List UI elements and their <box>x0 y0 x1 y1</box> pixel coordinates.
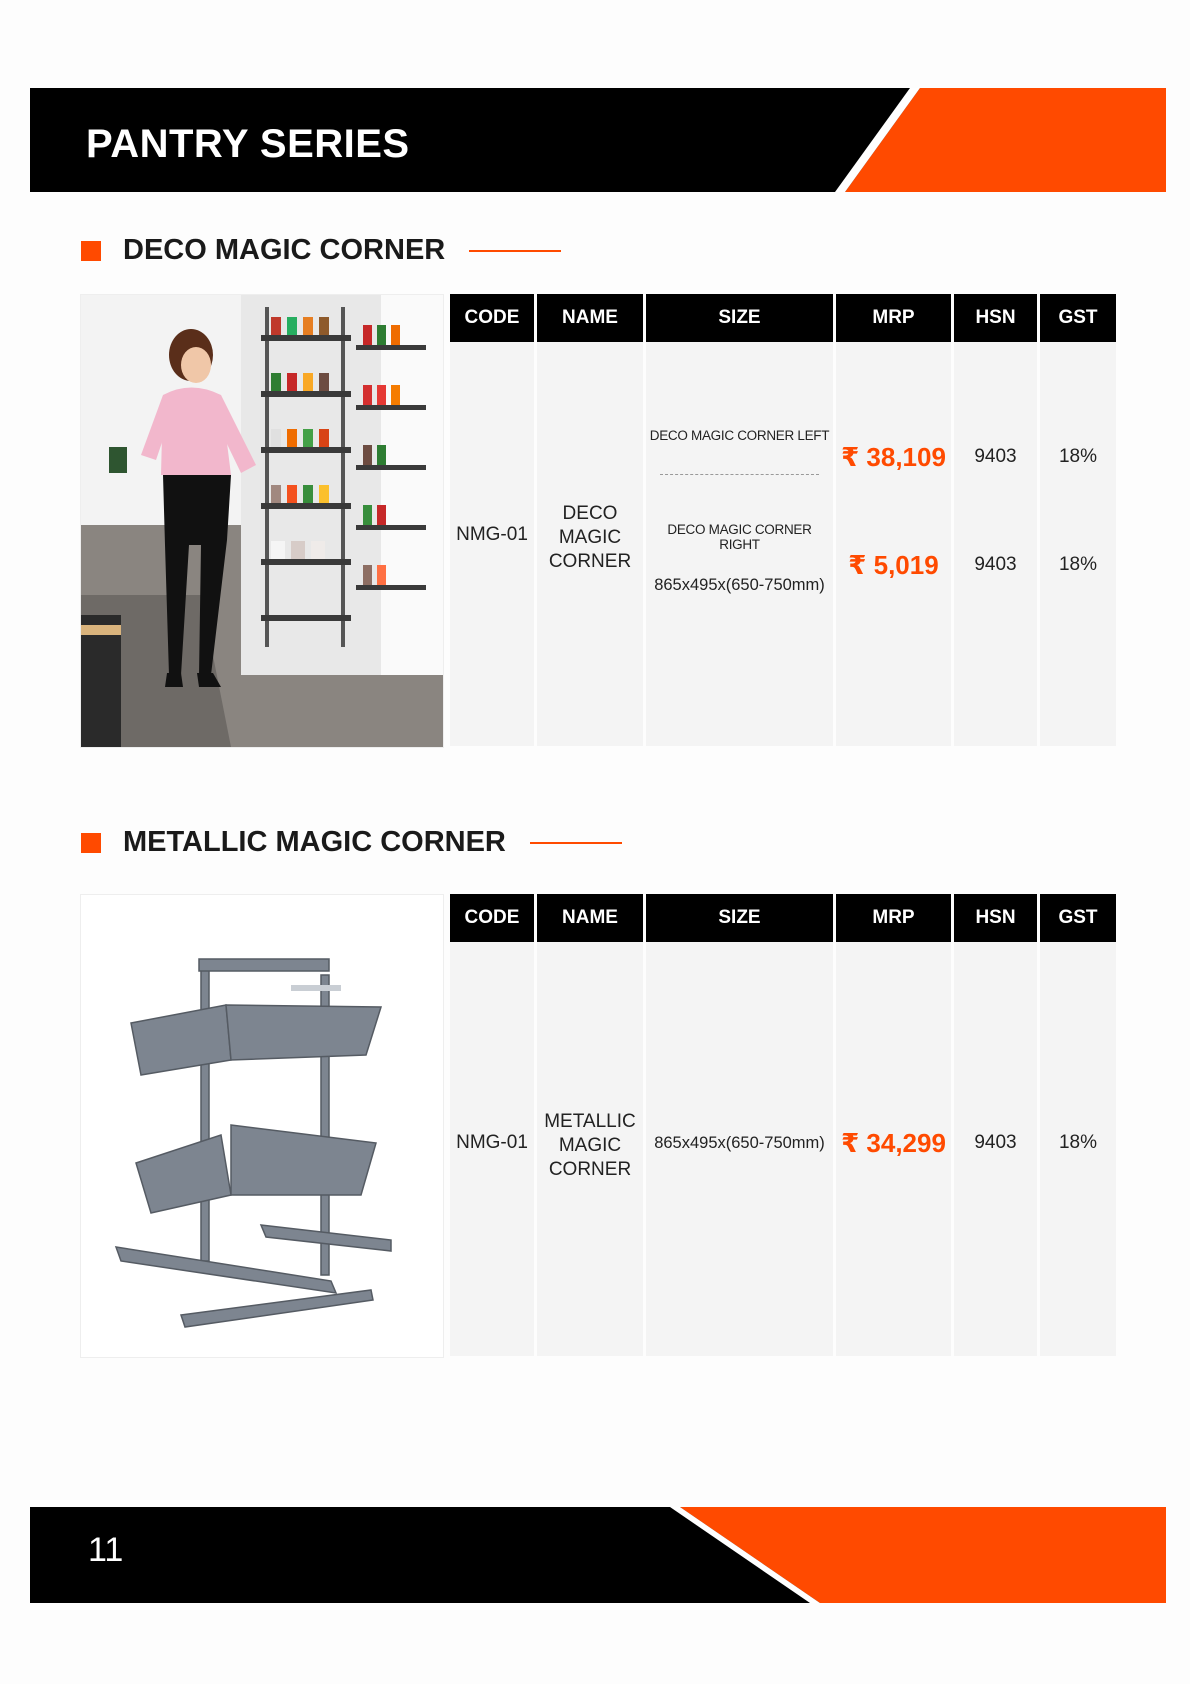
deco-magic-corner-photo <box>80 294 444 748</box>
bullet-square-icon <box>81 833 101 853</box>
hsn-right: 9403 <box>974 554 1017 575</box>
title-underline <box>530 842 622 844</box>
cell-gst <box>1040 942 1116 1356</box>
size-label-left: DECO MAGIC CORNER LEFT <box>649 428 830 443</box>
header-mrp: MRP <box>836 294 951 342</box>
bullet-square-icon <box>81 241 101 261</box>
deco-spec-table <box>450 294 1119 746</box>
table-row <box>450 342 1119 746</box>
metallic-magic-corner-photo <box>80 894 444 1358</box>
cell-code <box>450 342 534 746</box>
section-title-metallic <box>81 826 622 859</box>
code-value: NMG-01 <box>456 1132 528 1153</box>
header-code: CODE <box>450 894 534 942</box>
table-header-row <box>450 294 1119 342</box>
header-gst: GST <box>1040 294 1116 342</box>
footer-band-shape <box>30 1507 1166 1603</box>
size-label-right: DECO MAGIC CORNER RIGHT <box>667 522 812 552</box>
header-name: NAME <box>537 294 643 342</box>
cell-size <box>646 942 833 1356</box>
cell-mrp <box>836 342 951 746</box>
section-title-deco <box>81 234 561 267</box>
size-value: 865x495x(650-750mm) <box>654 576 825 594</box>
header-hsn: HSN <box>954 894 1037 942</box>
title-underline <box>469 250 561 252</box>
cell-gst <box>1040 342 1116 746</box>
cell-code <box>450 942 534 1356</box>
name-value: METALLIC MAGIC CORNER <box>544 1111 636 1180</box>
gst-left: 18% <box>1058 446 1098 467</box>
header-mrp: MRP <box>836 894 951 942</box>
mrp-right: ₹ 5,019 <box>848 550 939 580</box>
gst-right: 18% <box>1058 554 1098 575</box>
mrp-left: ₹ 38,109 <box>841 442 946 472</box>
metallic-spec-table <box>450 894 1119 1356</box>
size-value: 865x495x(650-750mm) <box>654 1134 825 1152</box>
cell-name <box>537 942 643 1356</box>
hsn-left: 9403 <box>974 446 1017 467</box>
section-heading: DECO MAGIC CORNER <box>123 234 446 266</box>
section-heading: METALLIC MAGIC CORNER <box>123 826 506 858</box>
page-number: 11 <box>88 1531 124 1569</box>
cell-mrp <box>836 942 951 1356</box>
code-value: NMG-01 <box>456 524 528 545</box>
cell-hsn <box>954 342 1037 746</box>
header-hsn: HSN <box>954 294 1037 342</box>
gst-value: 18% <box>1058 1132 1098 1153</box>
size-divider <box>660 474 819 475</box>
header-name: NAME <box>537 894 643 942</box>
header-gst: GST <box>1040 894 1116 942</box>
mrp-value: ₹ 34,299 <box>841 1128 946 1158</box>
footer-band <box>30 1507 1166 1603</box>
header-band <box>30 88 1166 192</box>
hsn-value: 9403 <box>974 1132 1017 1153</box>
table-row <box>450 942 1119 1356</box>
table-header-row <box>450 894 1119 942</box>
name-value: DECO MAGIC CORNER <box>548 503 632 572</box>
cell-hsn <box>954 942 1037 1356</box>
header-size: SIZE <box>646 294 833 342</box>
cell-name <box>537 342 643 746</box>
page-title: PANTRY SERIES <box>86 122 410 166</box>
header-code: CODE <box>450 294 534 342</box>
cell-size <box>646 342 833 746</box>
header-size: SIZE <box>646 894 833 942</box>
